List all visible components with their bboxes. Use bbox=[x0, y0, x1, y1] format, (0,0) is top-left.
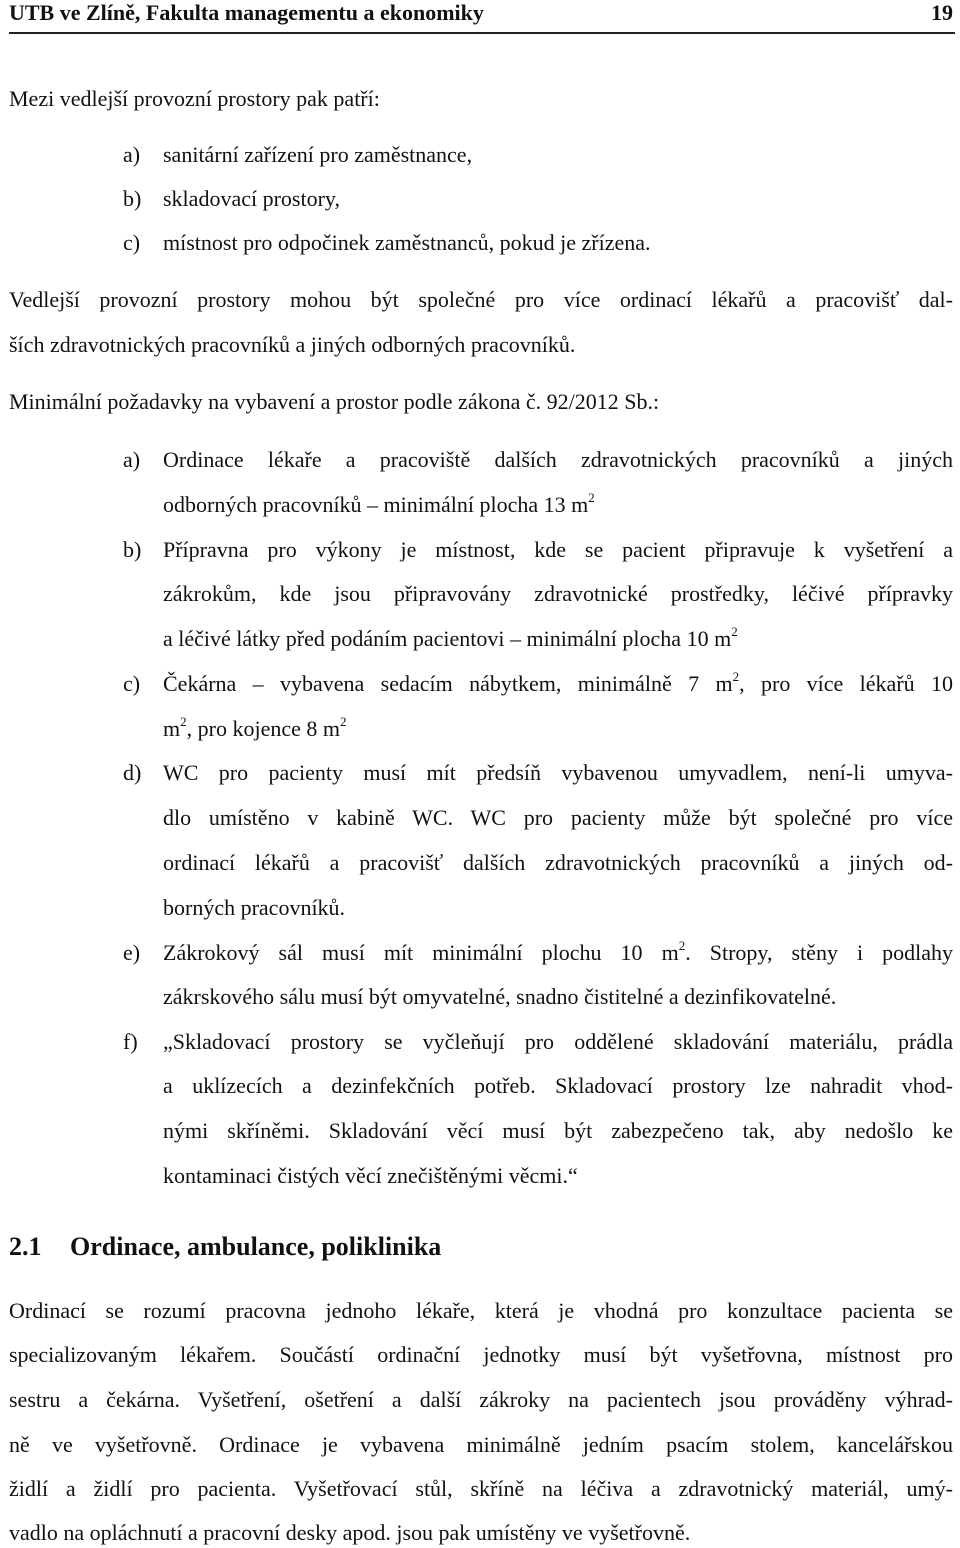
superscript: 2 bbox=[339, 714, 347, 729]
list-marker: f) bbox=[123, 1029, 138, 1054]
list-item-line: dlo umístěno v kabině WC. WC pro pacienty může být společné pro více bbox=[163, 805, 953, 830]
superscript: 2 bbox=[732, 669, 740, 684]
list-item: místnost pro odpočinek zaměstnanců, pokud je zřízena. bbox=[163, 230, 651, 255]
text-run: odborných pracovníků – minimální plocha 13 m bbox=[163, 492, 589, 517]
list-item-line bbox=[163, 626, 738, 652]
list-item-line: „Skladovací prostory se vyčleňují pro oddělené skladování materiálu, prádla bbox=[163, 1029, 953, 1054]
text-run: , pro více lékařů 10 bbox=[739, 671, 954, 696]
list-item-line: nými skříněmi. Skladování věcí musí být zabezpečeno tak, aby nedošlo ke bbox=[163, 1118, 953, 1143]
paragraph-line: židlí a židlí pro pacienta. Vyšetřovací stůl, skříně na léčiva a zdravotnický materiál, umý- bbox=[9, 1476, 953, 1501]
list-item-line bbox=[163, 940, 953, 966]
list-item-line bbox=[163, 671, 953, 697]
list-marker: a) bbox=[123, 447, 141, 472]
list-item-line: Přípravna pro výkony je místnost, kde se pacient připravuje k vyšetření a bbox=[163, 537, 953, 562]
list-item-line bbox=[163, 716, 346, 742]
paragraph-line: Ordinací se rozumí pracovna jednoho lékaře, která je vhodná pro konzultace pacienta se bbox=[9, 1298, 953, 1323]
list-item-line: borných pracovníků. bbox=[163, 895, 346, 920]
paragraph-line: ších zdravotnických pracovníků a jiných odborných pracovníků. bbox=[9, 332, 576, 357]
superscript: 2 bbox=[180, 714, 187, 729]
list-marker: c) bbox=[123, 230, 141, 255]
list-item-line: WC pro pacienty musí mít předsíň vybavenou umyvadlem, není-li umyva- bbox=[163, 760, 953, 785]
superscript: 2 bbox=[678, 938, 686, 953]
list-item-line: zákrskového sálu musí být omyvatelné, snadno čistitelné a dezinfikovatelné. bbox=[163, 984, 837, 1009]
paragraph-line: sestru a čekárna. Vyšetření, ošetření a další zákroky na pacientech jsou prováděny výhrad- bbox=[9, 1387, 953, 1412]
page-header bbox=[9, 0, 955, 34]
text-run: Zákrokový sál musí mít minimální plochu 10 m bbox=[163, 940, 679, 965]
list-item-line: zákrokům, kde jsou připravovány zdravotnické prostředky, léčivé přípravky bbox=[163, 581, 953, 606]
paragraph-line: vadlo na opláchnutí a pracovní desky apod. jsou pak umístěny ve vyšetřovně. bbox=[9, 1520, 691, 1545]
list-item: sanitární zařízení pro zaměstnance, bbox=[163, 142, 473, 167]
paragraph-line: specializovaným lékařem. Součástí ordinační jednotky musí být vyšetřovna, místnost pro bbox=[9, 1342, 953, 1367]
list-marker: d) bbox=[123, 760, 142, 785]
list-item-line: Ordinace lékaře a pracoviště dalších zdravotnických pracovníků a jiných bbox=[163, 447, 953, 472]
text-run: . Stropy, stěny i podlahy bbox=[685, 940, 953, 965]
intro-text: Mezi vedlejší provozní prostory pak patří: bbox=[9, 86, 380, 111]
page-number: 19 bbox=[931, 0, 953, 25]
text-run: , pro kojence 8 m bbox=[186, 716, 340, 741]
paragraph-line: Vedlejší provozní prostory mohou být společné pro více ordinací lékařů a pracovišť dal- bbox=[9, 287, 953, 312]
superscript: 2 bbox=[731, 624, 738, 639]
list-marker: c) bbox=[123, 671, 141, 696]
paragraph-line: ně ve vyšetřovně. Ordinace je vybavena minimálně jedním psacím stolem, kancelářskou bbox=[9, 1432, 953, 1457]
list-item-line bbox=[163, 492, 595, 518]
text-run: Čekárna – vybavena sedacím nábytkem, minimálně 7 m bbox=[163, 671, 733, 696]
section-title: Ordinace, ambulance, poliklinika bbox=[70, 1232, 442, 1261]
section-number: 2.1 bbox=[9, 1232, 42, 1261]
list-marker: b) bbox=[123, 537, 142, 562]
list-marker: b) bbox=[123, 186, 142, 211]
list-item-line: kontaminaci čistých věcí znečištěnými věcmi.“ bbox=[163, 1163, 578, 1188]
text-run: a léčivé látky před podáním pacientovi – minimální plocha 10 m bbox=[163, 626, 732, 651]
list-item-line: ordinací lékařů a pracovišť dalších zdravotnických pracovníků a jiných od- bbox=[163, 850, 953, 875]
text-run: m bbox=[163, 716, 181, 741]
list-item-line: a uklízecích a dezinfekčních potřeb. Skladovací prostory lze nahradit vhod- bbox=[163, 1073, 953, 1098]
superscript: 2 bbox=[588, 490, 595, 505]
list-marker: e) bbox=[123, 940, 141, 965]
section-heading bbox=[9, 1232, 441, 1262]
header-title: UTB ve Zlíně, Fakulta managementu a ekonomiky bbox=[9, 0, 484, 25]
paragraph-line: Minimální požadavky na vybavení a prostor podle zákona č. 92/2012 Sb.: bbox=[9, 389, 660, 414]
list-item: skladovací prostory, bbox=[163, 186, 340, 211]
list-marker: a) bbox=[123, 142, 141, 167]
